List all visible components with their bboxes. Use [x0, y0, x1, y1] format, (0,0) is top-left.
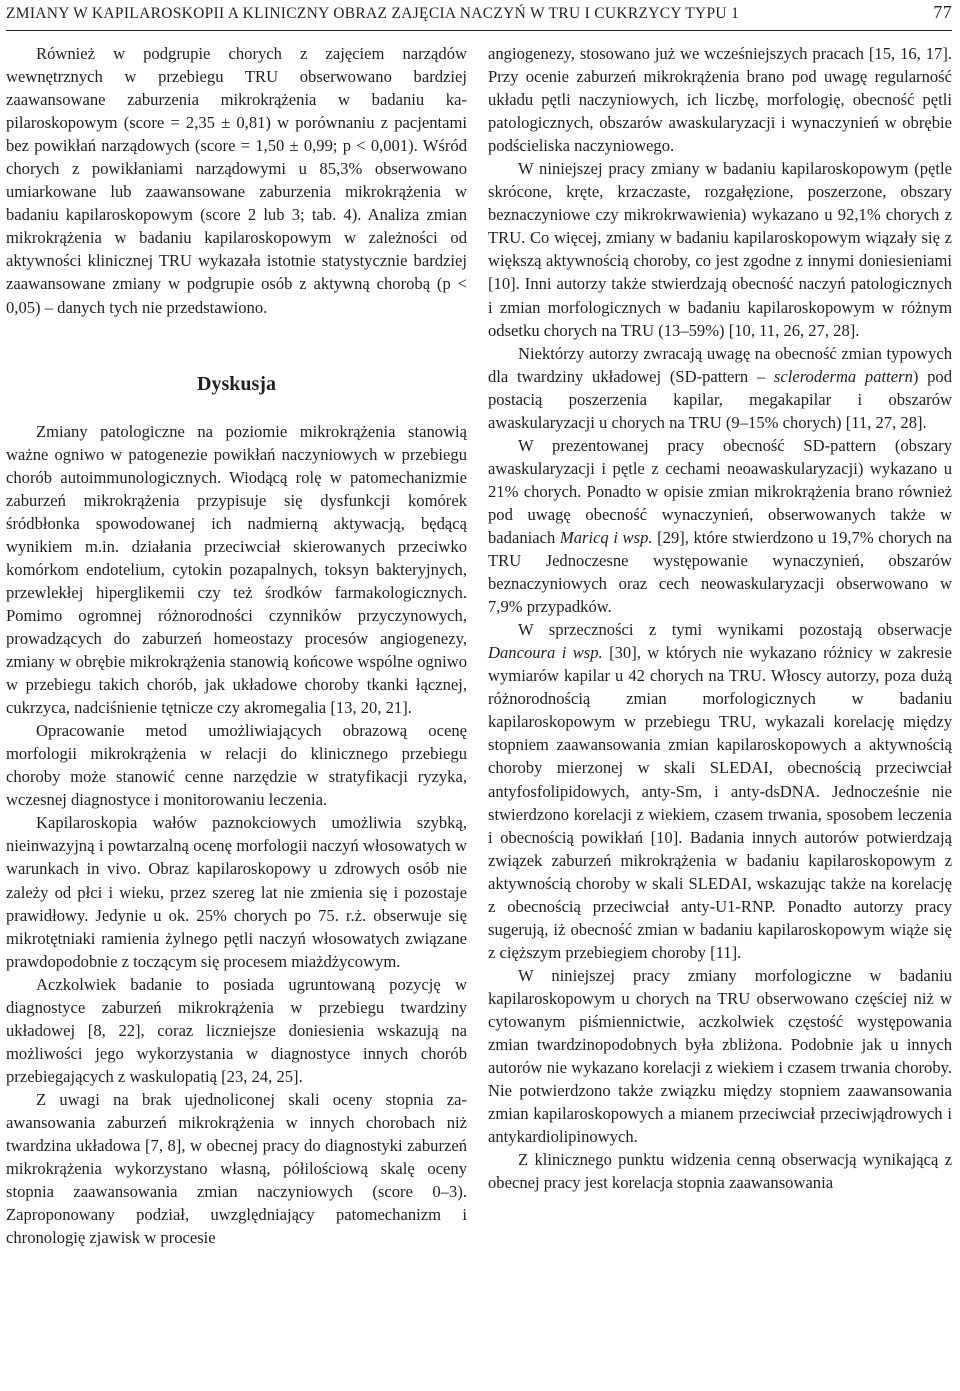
paragraph: Aczkolwiek badanie to posiada ugruntowaną pozycję w diagnostyce zaburzeń mikrokrążenia w przebiegu twardziny układowej [8, 22], coraz liczniejsze doniesienia wskazują na możliwości jego wykorzystania w diagnostyce innych chorób przebiegających z waskulopatią [23, 24, 25].: [6, 974, 467, 1086]
paragraph: angiogenezy, stosowano już we wcześniejszych pracach [15, 16, 17]. Przy ocenie zaburzeń mikrokrążenia brano pod uwagę regularność układu pętli naczyniowych, ich liczbę, morfologię, obecność pętli patologicznych, obszarów awaskularyzacji i wynaczynień w obrębie podścieliska naczyniowego.: [488, 44, 952, 156]
text-run: [29], które stwierdzono u 19,7% chorych na TRU Jednoczesne występowanie wynaczynień, obszarów beznaczyniowych oraz cech neowaskularyzacji obserwowano w 7,9% przypadków.: [488, 527, 952, 617]
page-number: 77: [933, 2, 952, 22]
paragraph: Z uwagi na brak ujednoliconej skali oceny stopnia zaawansowania zaburzeń mikrokrążenia w innych chorobach niż twardzina układowa [7, 8], w obecnej pracy do diagnostyki zaburzeń mikrokrążenia wykorzystano własną, półilościową skalę oceny stopnia zaawansowania zmian naczyniowych (score 0–3). Zaproponowany podział, uwzględniający patomechanizm i chronologię zjawisk w procesie: [6, 1089, 467, 1248]
paragraph: Z klinicznego punktu widzenia cenną obserwacją wynikającą z obecnej pracy jest korelacja stopnia zaawansowania: [488, 1150, 952, 1193]
text-run: Niektórzy autorzy zwracają uwagę na obecność zmian typowych dla twardziny układowej (SD-pattern –: [488, 343, 952, 386]
italic-citation: Dancoura i wsp.: [488, 643, 603, 663]
paragraph: [488, 434, 952, 618]
text-run: ) pod postacią poszerzenia kapilar, megakapilar i obszarów awaskularyzacji u chorych na TRU (9–15% chorych) [11, 27, 28].: [488, 366, 952, 432]
paragraph: W niniejszej pracy zmiany morfologiczne w badaniu kapilaroskopowym u chorych na TRU obserwowano częściej niż w cytowanym piśmiennictwie, aczkolwiek częstość występowania zmian twardzinopodobnych była zbliżona. Podobnie jak u innych autorów nie wykazano korelacji z wiekiem i czasem trwania choroby. Nie potwierdzono także związku między stopniem zaawansowania zmian kapilaroskopowych a mianem przeciwciał przeciwjądrowych i antykardiolipinowych.: [488, 965, 952, 1147]
running-header: [6, 2, 952, 31]
right-column: [488, 42, 952, 1194]
paragraph: [488, 618, 952, 964]
text-run: W prezentowanej pracy obecność SD-pattern (obszary awaskularyzacji i pętle z cechami neoawaskularyzacji) wykazano u 21% chorych. Ponadto w opisie zmian mikrokrążenia brano również pod uwagę obecność wynaczynień, obserwowanych także w badaniach: [488, 435, 952, 547]
running-title: ZMIANY W KAPILAROSKOPII A KLINICZNY OBRAZ ZAJĘCIA NACZYŃ W TRU I CUKRZYCY TYPU 1: [6, 5, 740, 22]
paragraph: Opracowanie metod umożliwiających obrazową ocenę morfologii mikrokrążenia w relacji do klinicznego przebiegu choroby może stanowić cenne narzędzie w stratyfikacji ryzyka, wczesnej diagnostyce i monitorowaniu leczenia.: [6, 721, 467, 810]
paragraph: Również w podgrupie chorych z zajęciem narządów wewnętrznych w przebiegu TRU obserwowano bardziej zaawansowane zaburzenia mikrokrążenia w badaniu kapilaroskopowym (score = 2,35 ± 0,81) w porównaniu z pacjentami bez powikłań narządowych (score = 1,50 ± 0,99; p < 0,001). Wśród chorych z powikłaniami narządowymi u 85,3% obserwowano umiarkowane lub zaawansowane zaburzenia mikrokrążenia w badaniu kapilaroskopowym (score 2 lub 3; tab. 4). Analiza zmian mikrokrążenia w badaniu kapilaroskopowym w zależności od aktywności klinicznej TRU wykazała istotnie statystycznie bardziej zaawansowane zmiany w podgrupie osób z aktywną chorobą (p < 0,05) – danych tych nie przedstawiono.: [6, 44, 467, 317]
section-heading-discussion: Dyskusja: [197, 372, 276, 395]
italic-citation: Maricq i wsp.: [559, 527, 653, 547]
paragraph: [488, 342, 952, 434]
paragraph: Zmiany patologiczne na poziomie mikrokrążenia stanowią ważne ogniwo w patogenezie powikłań naczyniowych w przebiegu chorób autoimmunologicznych. Wiodącą rolę w patomechanizmie zaburzeń mikrokrążenia przypisuje się dysfunkcji komórek śródbłonka spowodowanej ich nadmierną aktywacją, będącą wynikiem m.in. działania przeciwciał skierowanych przeciwko komórkom endotelium, cytokin pozapalnych, toksyn bakteryjnych, przewlekłej hiperglikemii czy też środków farmakologicznych. Pomimo ogromnej różnorodności czynników przyczynowych, prowadzących do zaburzeń homeostazy procesów angiogenezy, zmiany w obrębie mikrokrążenia stanowią końcowe wspólne ogniwo w przebiegu takich chorób, jak układowe choroby tkanki łącznej, cukrzyca, nadciśnienie tętnicze czy akromegalia [13, 20, 21].: [6, 421, 467, 718]
paragraph: W niniejszej pracy zmiany w badaniu kapilaroskopowym (pętle skrócone, kręte, krzaczaste, rozgałęzione, poszerzone, obszary beznaczyniowe czy mikrokrwawienia) wykazano u 92,1% chorych z TRU. Co więcej, zmiany w badaniu kapilaroskopowym wiązały się z większą aktywnością choroby, co jest zgodne z innymi doniesieniami [10]. Inni autorzy także stwierdzają obecność naczyń patologicznych i zmian morfologicznych w badaniu kapilaroskopowym w różnym odsetku chorych na TRU (13–59%) [10, 11, 26, 27, 28].: [488, 159, 952, 340]
text-run: W sprzeczności z tymi wynikami pozostają obserwacje: [518, 620, 952, 640]
italic-term: scleroderma pattern: [773, 366, 913, 386]
left-column: [6, 42, 467, 1249]
text-run: [30], w których nie wykazano różnicy w zakresie wymiarów kapilar u 42 chorych na TRU. Włoscy autorzy, poza dużą różnorodnością zmian morfologicznych w badaniu kapilaroskopowym w przebiegu TRU, wykazali korelację między stopniem zaawansowania zmian kapilaroskopowych a aktywnością choroby mierzonej w skali SLEDAI, obecnością przeciwciał antyfosfolipidowych, anty-Sm, i anty-dsDNA. Jednocześnie nie stwierdzono korelacji z wiekiem, czasem trwania, sposobem leczenia i obecnością powikłań [10]. Badania innych autorów potwierdzają związek zaburzeń mikrokrążenia w badaniu kapilaroskopowym z aktywnością choroby w skali SLEDAI, wskazując także na korelację z obecnością przeciwciał anty-U1-RNP. Ponadto autorzy pracy sugerują, iż obecność zmian w badaniu kapilaroskopowym wiąże się z cięższym przebiegiem choroby [11].: [488, 643, 952, 962]
paragraph: Kapilaroskopia wałów paznokciowych umożliwia szybką, nieinwazyjną i powtarzalną ocenę morfologii naczyń włosowatych w warunkach in vivo. Obraz kapilaroskopowy u zdrowych osób nie zależy od płci i wieku, przez szereg lat nie zmienia się i pozostaje prawidłowy. Jedynie u ok. 25% chorych po 75. r.ż. obserwuje się mikrotętniaki ramienia żylnego pętli naczyń włosowatych związane prawdopodobnie z toczącym się procesem miażdżycowym.: [6, 813, 467, 971]
